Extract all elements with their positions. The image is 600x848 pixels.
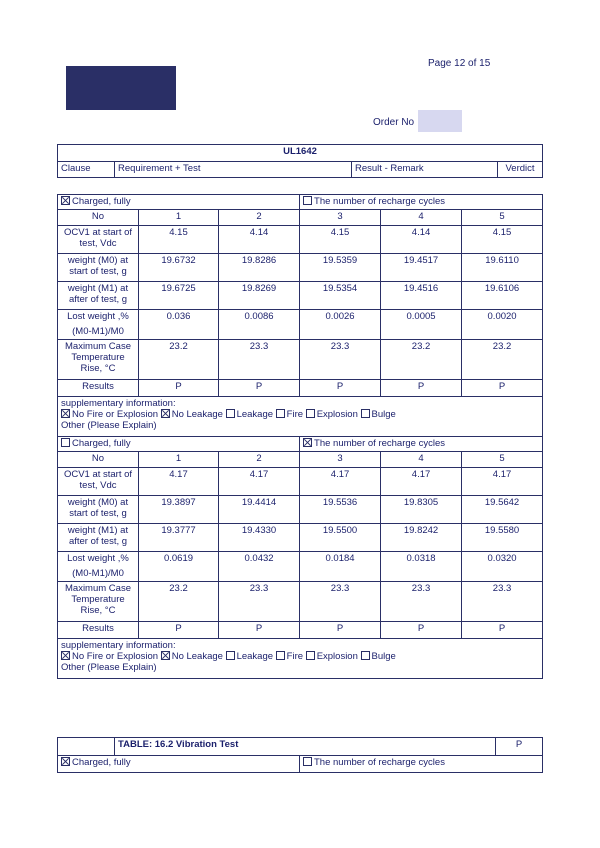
checkbox-charged-fully[interactable] (61, 196, 70, 205)
checkbox-charged-fully[interactable] (61, 757, 70, 766)
measurement-value: 4.17 (462, 468, 543, 496)
table-row (58, 310, 543, 340)
measurement-value: 4.14 (381, 226, 462, 254)
row-label-text: Results (82, 623, 114, 634)
sample-number: 2 (219, 210, 300, 226)
checkbox-outcome-option[interactable] (61, 409, 70, 418)
measurement-value: 0.0432 (219, 552, 300, 582)
table-row (58, 582, 543, 622)
other-explain: Other (Please Explain) (61, 662, 157, 673)
row-label-formula: (M0-M1)/M0 (72, 568, 124, 579)
table-row (58, 340, 543, 380)
measurement-value: 23.2 (462, 340, 543, 380)
checkbox-outcome-option[interactable] (361, 651, 370, 660)
measurement-value: 19.6725 (139, 282, 219, 310)
sample-number: 4 (381, 210, 462, 226)
table-row (58, 524, 543, 552)
checkbox-outcome-option[interactable] (306, 409, 315, 418)
checkbox-outcome-option[interactable] (276, 409, 285, 418)
measurement-value: 0.0619 (139, 552, 219, 582)
row-label (58, 380, 139, 397)
table-row (58, 496, 543, 524)
measurement-value: P (462, 380, 543, 397)
measurement-value: 19.5642 (462, 496, 543, 524)
measurement-value: 19.8242 (381, 524, 462, 552)
row-label-text: OCV1 at start of test, Vdc (63, 227, 133, 249)
outcome-option-label: Leakage (236, 409, 274, 420)
row-label (58, 552, 139, 582)
column-header-verdict: Verdict (498, 162, 543, 178)
measurement-value: 23.2 (381, 340, 462, 380)
row-label (58, 226, 139, 254)
charged-fully-label: Charged, fully (72, 757, 131, 768)
recharge-cycles-cell (300, 195, 543, 210)
outcome-options (61, 409, 539, 420)
sample-number: 5 (462, 452, 543, 468)
measurement-value: 0.0086 (219, 310, 300, 340)
order-number-label: Order No (373, 117, 415, 128)
measurement-value: 0.036 (139, 310, 219, 340)
measurement-value: 4.14 (219, 226, 300, 254)
row-label (58, 496, 139, 524)
other-explain: Other (Please Explain) (61, 420, 157, 431)
table-row (58, 380, 543, 397)
column-header-clause: Clause (58, 162, 115, 178)
supplementary-label: supplementary information: (61, 398, 176, 409)
row-label-text: Maximum Case Temperature Rise, °C (65, 583, 131, 616)
measurement-value: 19.5500 (300, 524, 381, 552)
checkbox-recharge-cycles[interactable] (303, 757, 312, 766)
sample-number: 1 (139, 452, 219, 468)
measurement-value: 23.3 (462, 582, 543, 622)
measurement-value: 4.15 (462, 226, 543, 254)
row-label-text: Lost weight ,% (67, 553, 129, 564)
measurement-value: 4.17 (381, 468, 462, 496)
sample-number: 3 (300, 452, 381, 468)
checkbox-outcome-option[interactable] (61, 651, 70, 660)
checkbox-outcome-option[interactable] (226, 409, 235, 418)
measurement-value: 4.15 (300, 226, 381, 254)
vibration-verdict: P (496, 738, 543, 756)
measurement-value: 19.5354 (300, 282, 381, 310)
measurement-value: 0.0184 (300, 552, 381, 582)
row-label (58, 582, 139, 622)
measurement-value: P (139, 622, 219, 639)
row-label (58, 340, 139, 380)
row-label-text: weight (M1) at after of test, g (67, 283, 129, 305)
measurement-value: P (219, 622, 300, 639)
checkbox-outcome-option[interactable] (306, 651, 315, 660)
supplementary-info (58, 397, 543, 437)
outcome-option-label: Fire (286, 409, 304, 420)
measurement-value: 0.0320 (462, 552, 543, 582)
table-row (58, 226, 543, 254)
standard-header-table (57, 144, 543, 178)
measurement-value: 4.17 (300, 468, 381, 496)
charged-fully-cell (58, 195, 300, 210)
measurement-value: P (300, 380, 381, 397)
measurement-value: 4.15 (139, 226, 219, 254)
measurement-value: P (381, 622, 462, 639)
table-row (58, 552, 543, 582)
measurement-value: 0.0318 (381, 552, 462, 582)
measurement-value: 4.17 (139, 468, 219, 496)
page-number: Page 12 of 15 (428, 58, 491, 69)
vibration-charged-cell (58, 756, 300, 773)
measurement-value: 19.8286 (219, 254, 300, 282)
measurement-value: 19.4414 (219, 496, 300, 524)
measurement-value: 23.3 (381, 582, 462, 622)
row-label-text: weight (M0) at start of test, g (67, 497, 129, 519)
measurement-value: 19.4517 (381, 254, 462, 282)
measurement-value: 19.3897 (139, 496, 219, 524)
sample-number: 2 (219, 452, 300, 468)
sample-number-header: No (58, 210, 139, 226)
row-label-text: Maximum Case Temperature Rise, °C (65, 341, 131, 374)
measurement-value: 23.3 (219, 340, 300, 380)
row-label-text: weight (M1) at after of test, g (67, 525, 129, 547)
table-row (58, 622, 543, 639)
measurement-value: 23.2 (139, 340, 219, 380)
measurement-value: 19.6732 (139, 254, 219, 282)
outcome-option-label: No Leakage (171, 409, 223, 420)
supplementary-label: supplementary information: (61, 640, 176, 651)
measurement-value: 19.5359 (300, 254, 381, 282)
checkbox-recharge-cycles[interactable] (303, 196, 312, 205)
outcome-option-label: Bulge (371, 409, 396, 420)
measurement-value: P (219, 380, 300, 397)
measurement-value: 0.0020 (462, 310, 543, 340)
measurement-value: 19.6110 (462, 254, 543, 282)
test-results-table (57, 194, 543, 679)
measurement-value: 19.5536 (300, 496, 381, 524)
checkbox-recharge-cycles[interactable] (303, 438, 312, 447)
outcome-option-label: No Fire or Explosion (72, 409, 159, 420)
measurement-value: 19.4516 (381, 282, 462, 310)
outcome-option-label: Fire (286, 651, 304, 662)
outcome-option-label: Explosion (316, 651, 358, 662)
measurement-value: 4.17 (219, 468, 300, 496)
table-row (58, 468, 543, 496)
charged-fully-label: Charged, fully (72, 196, 131, 207)
recharge-cycles-label: The number of recharge cycles (314, 438, 445, 449)
recharge-cycles-cell (300, 437, 543, 452)
measurement-value: 0.0005 (381, 310, 462, 340)
row-label-text: weight (M0) at start of test, g (67, 255, 129, 277)
checkbox-outcome-option[interactable] (276, 651, 285, 660)
measurement-value: P (381, 380, 462, 397)
measurement-value: 23.3 (219, 582, 300, 622)
measurement-value: 19.4330 (219, 524, 300, 552)
row-label (58, 254, 139, 282)
outcome-option-label: Bulge (371, 651, 396, 662)
charged-fully-cell (58, 437, 300, 452)
column-header-requirement: Requirement + Test (115, 162, 352, 178)
measurement-value: 19.3777 (139, 524, 219, 552)
outcome-option-label: Explosion (316, 409, 358, 420)
vibration-table-title: TABLE: 16.2 Vibration Test (115, 738, 496, 756)
row-label-text: Lost weight ,% (67, 311, 129, 322)
row-label-formula: (M0-M1)/M0 (72, 326, 124, 337)
sample-number: 4 (381, 452, 462, 468)
outcome-option-label: Leakage (236, 651, 274, 662)
recharge-cycles-label: The number of recharge cycles (314, 757, 445, 768)
table-row (58, 254, 543, 282)
measurement-value: 19.8305 (381, 496, 462, 524)
row-label (58, 524, 139, 552)
measurement-value: 23.3 (300, 582, 381, 622)
charged-fully-label: Charged, fully (72, 438, 131, 449)
row-label-text: OCV1 at start of test, Vdc (63, 469, 133, 491)
company-logo (66, 66, 176, 110)
order-number-redacted (418, 110, 462, 132)
standard-title: UL1642 (58, 145, 543, 162)
outcome-options (61, 651, 539, 662)
supplementary-info (58, 639, 543, 679)
measurement-value: 23.2 (139, 582, 219, 622)
outcome-option-label: No Leakage (171, 651, 223, 662)
sample-number: 5 (462, 210, 543, 226)
row-label-text: Results (82, 381, 114, 392)
measurement-value: P (139, 380, 219, 397)
outcome-option-label: No Fire or Explosion (72, 651, 159, 662)
sample-number: 1 (139, 210, 219, 226)
row-label (58, 310, 139, 340)
checkbox-outcome-option[interactable] (161, 409, 170, 418)
table-row (58, 282, 543, 310)
sample-number: 3 (300, 210, 381, 226)
checkbox-outcome-option[interactable] (226, 651, 235, 660)
measurement-value: P (462, 622, 543, 639)
measurement-value: 23.3 (300, 340, 381, 380)
measurement-value: P (300, 622, 381, 639)
recharge-cycles-label: The number of recharge cycles (314, 196, 445, 207)
column-header-result: Result - Remark (352, 162, 498, 178)
checkbox-outcome-option[interactable] (161, 651, 170, 660)
vibration-test-table (57, 737, 543, 773)
measurement-value: 19.8269 (219, 282, 300, 310)
row-label (58, 282, 139, 310)
measurement-value: 19.6106 (462, 282, 543, 310)
checkbox-outcome-option[interactable] (361, 409, 370, 418)
row-label (58, 468, 139, 496)
measurement-value: 0.0026 (300, 310, 381, 340)
row-label (58, 622, 139, 639)
measurement-value: 19.5580 (462, 524, 543, 552)
checkbox-charged-fully[interactable] (61, 438, 70, 447)
sample-number-header: No (58, 452, 139, 468)
vibration-recharge-cell (300, 756, 543, 773)
